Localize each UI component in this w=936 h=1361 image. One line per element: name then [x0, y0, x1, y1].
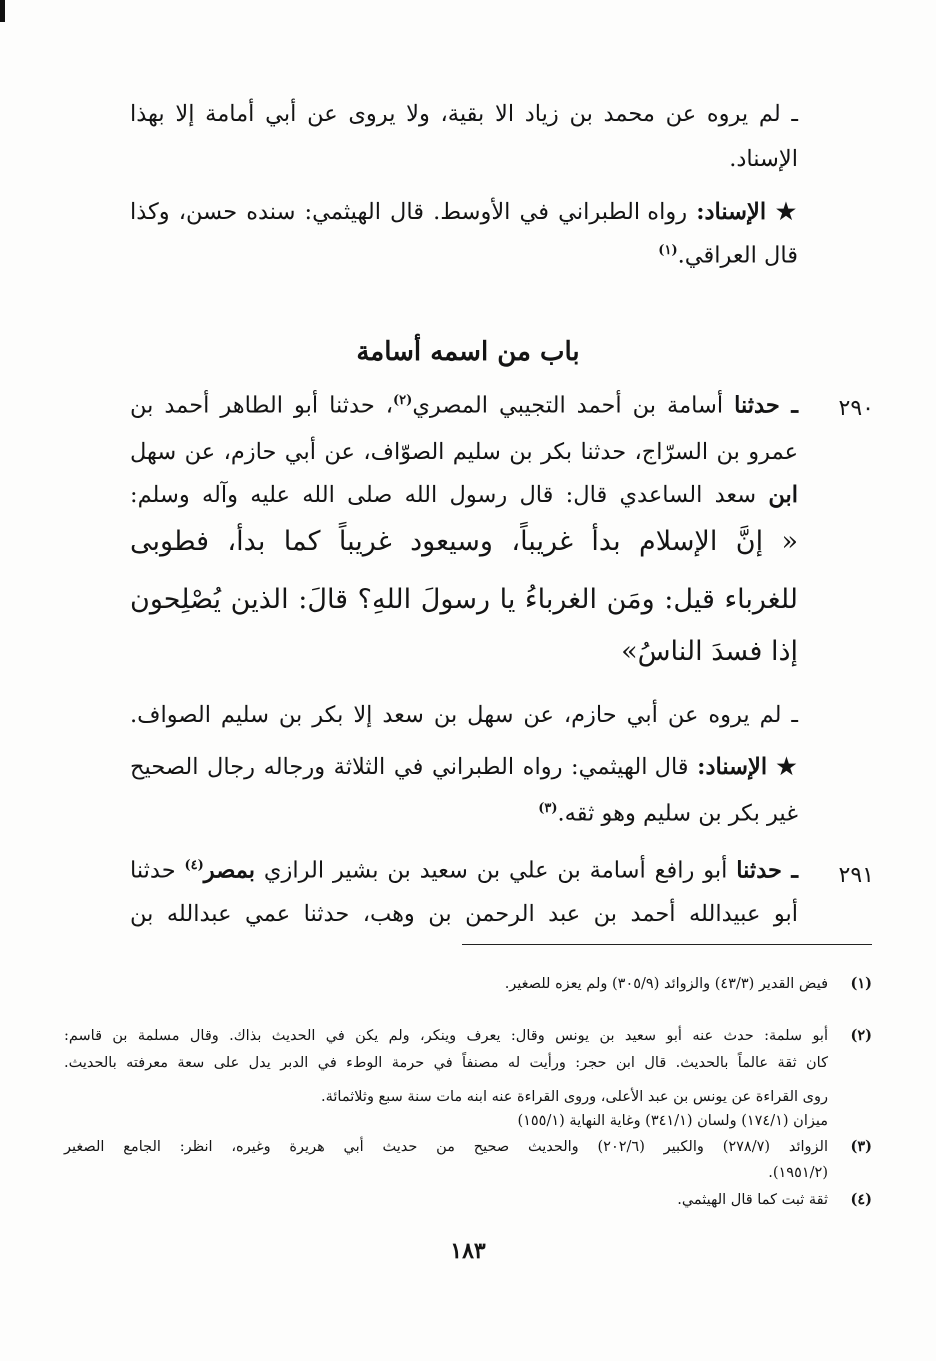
footnote-ref: (١): [658, 243, 678, 258]
footnote-number: (١): [850, 975, 872, 992]
footnote-text: فيض القدير (٤٣/٣) والزوائد (٣٠٥/٩) ولم يعزه للصغير.: [504, 976, 828, 992]
hadith-opening: ـ حدثنا: [736, 857, 799, 884]
footnote-number: (٤): [850, 1191, 872, 1208]
isnad-2-line-2: [130, 802, 798, 825]
isnad-label: ★ الإسناد:: [697, 754, 798, 780]
isnad-text: قال العراقي.: [677, 242, 798, 269]
footnote-ref: (٣): [538, 801, 558, 816]
isnad-text: غير بكر بن سليم وهو ثقه.: [557, 800, 798, 827]
matn-line-2: للغرباء قيل: ومَن الغرباءُ يا رسولَ اللهِ؟ قالَ: الذين يُصْلِحون: [130, 584, 798, 615]
hadith-290-remark: ـ لم يروه عن أبي حازم، عن سهل بن سعد إلا بكر بن سليم الصواف.: [130, 702, 798, 728]
isnad-1-line-2: [130, 244, 798, 267]
footnote-text: (١٩٥١/٢).: [768, 1165, 828, 1181]
footnote-3-line-2: [64, 1166, 872, 1184]
isnad-2-line-1: [130, 756, 798, 779]
hadith-290-line-3: [130, 484, 798, 507]
intro-line-1: ـ لم يروه عن محمد بن زياد الا بقية، ولا يروى عن أبي أمامة إلا بهذا: [130, 101, 798, 127]
hadith-291-line-1: [130, 859, 798, 882]
footnote-text: روى القراءة عن يونس بن عبد الأعلى، وروى القراءة عنه ابنه مات سنة سبع وثلاثمائة.: [321, 1089, 828, 1105]
footnote-ref: (٢): [393, 393, 413, 408]
hadith-text: حدثنا: [130, 857, 176, 884]
footnote-4: [64, 1193, 872, 1211]
footnote-text: الزوائد (٢٧٨/٧) والكبير (٢٠٢/٦) والحديث صحيح من حديث أبي هريرة وغيره، انظر: الجامع الصغير: [64, 1139, 828, 1155]
footnote-3: [64, 1140, 872, 1158]
footnote-text: كان ثقة عالماً بالحديث. قال ابن حجر: ورأيت له مصنفاً في حرمة الوطء في الدبر يدل على سعة معرفته بالحديث.: [64, 1055, 828, 1071]
footnote-ref: (٤): [184, 858, 204, 873]
footnote-number: (٣): [850, 1138, 872, 1155]
footnote-number: (٢): [850, 1027, 872, 1044]
footnote-2-line-2: [64, 1056, 872, 1074]
isnad-text: رواه الطبراني في الأوسط. قال الهيثمي: سنده حسن، وكذا: [130, 199, 688, 225]
isnad-1-line-1: [130, 201, 798, 224]
isnad-text: قال الهيثمي: رواه الطبراني في الثلاثة ورجاله رجال الصحيح: [130, 754, 689, 780]
footnote-2-line-4: [64, 1114, 872, 1132]
footnote-text: أبو سلمة: حدث عنه أبو سعيد بن يونس وقال: يعرف وينكر، ولم يكن في الحديث بذاك. وقال مسلمة بن قاسم:: [64, 1028, 828, 1044]
hadith-290-line-1: [130, 394, 798, 417]
hadith-text: ابن: [768, 482, 798, 508]
footnote-separator: [462, 944, 872, 945]
hadith-number: ٢٩٠: [838, 396, 874, 421]
chapter-heading: باب من اسمه أسامة: [356, 337, 580, 367]
page-number: ١٨٣: [450, 1238, 486, 1264]
footnote-2: [64, 1029, 872, 1047]
hadith-290-line-2: عمرو بن السرّاج، حدثنا بكر بن سليم الصوّاف، عن أبي حازم، عن سهل: [130, 439, 798, 465]
matn-line-1: « إنَّ الإسلام بدأ غريباً، وسيعود غريباً كما بدأ، فطوبى: [130, 526, 798, 557]
hadith-text: أبو رافع أسامة بن علي بن سعيد بن بشير الرازي: [263, 857, 728, 884]
matn-line-3: إذا فسدَ الناسُ»: [621, 636, 798, 667]
isnad-label: ★ الإسناد:: [696, 199, 798, 225]
hadith-text: أسامة بن أحمد التجيبي المصري: [412, 392, 724, 419]
footnote-text: ثقة ثبت كما قال الهيثمي.: [677, 1192, 828, 1208]
hadith-text: ، حدثنا أبو الطاهر أحمد بن: [130, 392, 394, 419]
footnote-text: ميزان (١٧٤/١) ولسان (٣٤١/١) وغاية النهاية (١٥٥/١): [517, 1113, 828, 1129]
hadith-number: ٢٩١: [838, 863, 874, 888]
hadith-opening: ـ حدثنا: [734, 392, 798, 419]
footnote-2-line-3: [64, 1090, 872, 1108]
footnote-1: [64, 977, 872, 995]
hadith-text: سعد الساعدي قال: قال رسول الله صلى الله عليه وآله وسلم:: [130, 482, 757, 508]
intro-line-2: الإسناد.: [729, 146, 798, 172]
hadith-291-line-2: أبو عبيدالله أحمد بن عبد الرحمن بن وهب، حدثنا عمي عبدالله بن: [130, 901, 798, 927]
scan-edge-mark: [0, 0, 5, 22]
hadith-text: بمصر: [203, 857, 255, 884]
